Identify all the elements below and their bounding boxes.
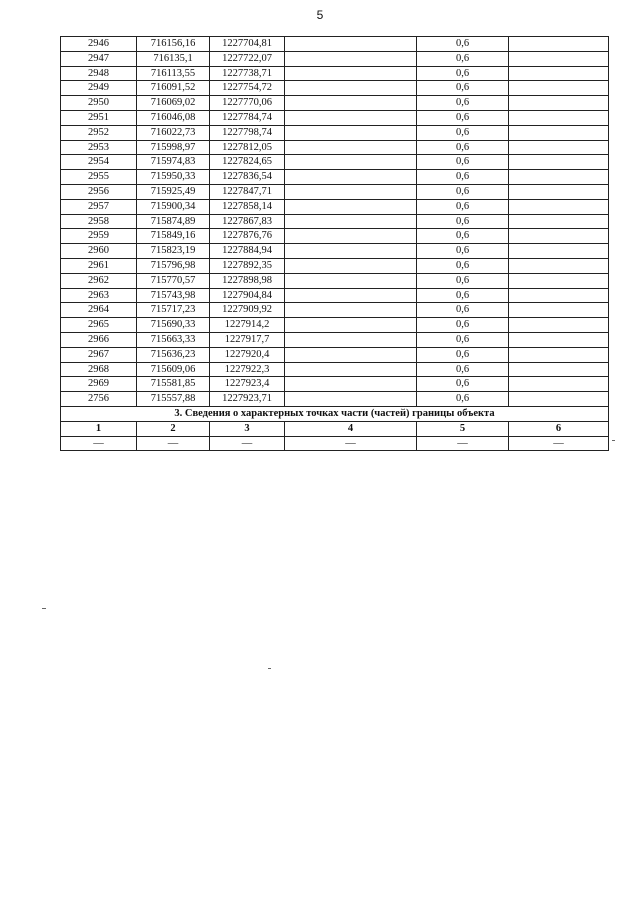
description-cell [285,347,417,362]
note-cell [509,214,609,229]
description-cell [285,362,417,377]
section3-value-5: — [417,436,509,451]
coordinate-row [61,214,609,229]
y-coordinate-cell: 1227909,92 [210,303,285,318]
point-number-cell: 2946 [61,37,137,52]
note-cell [509,258,609,273]
accuracy-cell: 0,6 [417,258,509,273]
accuracy-cell: 0,6 [417,184,509,199]
coordinate-row [61,170,609,185]
x-coordinate-cell: 715874,89 [137,214,210,229]
description-cell [285,37,417,52]
section3-value-1: — [61,436,137,451]
y-coordinate-cell: 1227784,74 [210,110,285,125]
x-coordinate-cell: 715796,98 [137,258,210,273]
coordinate-row [61,184,609,199]
coordinate-row [61,140,609,155]
coordinate-row [61,125,609,140]
coordinate-row [61,288,609,303]
section3-value-6: — [509,436,609,451]
accuracy-cell: 0,6 [417,214,509,229]
x-coordinate-cell: 715663,33 [137,332,210,347]
description-cell [285,214,417,229]
y-coordinate-cell: 1227892,35 [210,258,285,273]
x-coordinate-cell: 715925,49 [137,184,210,199]
note-cell [509,288,609,303]
accuracy-cell: 0,6 [417,318,509,333]
x-coordinate-cell: 715717,23 [137,303,210,318]
point-number-cell: 2962 [61,273,137,288]
y-coordinate-cell: 1227858,14 [210,199,285,214]
y-coordinate-cell: 1227923,71 [210,392,285,407]
note-cell [509,170,609,185]
note-cell [509,362,609,377]
description-cell [285,258,417,273]
y-coordinate-cell: 1227824,65 [210,155,285,170]
x-coordinate-cell: 716046,08 [137,110,210,125]
note-cell [509,155,609,170]
coordinate-row [61,362,609,377]
coordinate-row [61,318,609,333]
note-cell [509,110,609,125]
note-cell [509,377,609,392]
point-number-cell: 2954 [61,155,137,170]
coordinate-row [61,258,609,273]
section3-column-1: 1 [61,421,137,436]
point-number-cell: 2951 [61,110,137,125]
section3-value-2: — [137,436,210,451]
point-number-cell: 2965 [61,318,137,333]
scan-speck [612,440,615,441]
x-coordinate-cell: 715743,98 [137,288,210,303]
note-cell [509,303,609,318]
point-number-cell: 2950 [61,96,137,111]
x-coordinate-cell: 715950,33 [137,170,210,185]
section3-column-numbers-row [61,421,609,436]
point-number-cell: 2959 [61,229,137,244]
section3-value-3: — [210,436,285,451]
note-cell [509,318,609,333]
description-cell [285,318,417,333]
x-coordinate-cell: 715690,33 [137,318,210,333]
accuracy-cell: 0,6 [417,96,509,111]
description-cell [285,392,417,407]
y-coordinate-cell: 1227770,06 [210,96,285,111]
x-coordinate-cell: 715900,34 [137,199,210,214]
section3-column-6: 6 [509,421,609,436]
coordinate-row [61,273,609,288]
description-cell [285,140,417,155]
accuracy-cell: 0,6 [417,81,509,96]
description-cell [285,244,417,259]
point-number-cell: 2961 [61,258,137,273]
x-coordinate-cell: 715823,19 [137,244,210,259]
coordinate-row [61,51,609,66]
x-coordinate-cell: 716022,73 [137,125,210,140]
x-coordinate-cell: 716135,1 [137,51,210,66]
x-coordinate-cell: 715770,57 [137,273,210,288]
note-cell [509,199,609,214]
y-coordinate-cell: 1227922,3 [210,362,285,377]
accuracy-cell: 0,6 [417,347,509,362]
scan-speck [42,608,46,609]
page-number: 5 [316,8,324,22]
description-cell [285,377,417,392]
accuracy-cell: 0,6 [417,140,509,155]
point-number-cell: 2969 [61,377,137,392]
note-cell [509,125,609,140]
accuracy-cell: 0,6 [417,51,509,66]
coordinate-row [61,199,609,214]
coordinate-row [61,155,609,170]
x-coordinate-cell: 715557,88 [137,392,210,407]
note-cell [509,392,609,407]
section3-heading-row [61,406,609,421]
note-cell [509,229,609,244]
x-coordinate-cell: 716069,02 [137,96,210,111]
point-number-cell: 2947 [61,51,137,66]
note-cell [509,244,609,259]
coordinate-row [61,37,609,52]
note-cell [509,66,609,81]
y-coordinate-cell: 1227884,94 [210,244,285,259]
y-coordinate-cell: 1227847,71 [210,184,285,199]
note-cell [509,332,609,347]
coordinate-row [61,392,609,407]
point-number-cell: 2756 [61,392,137,407]
y-coordinate-cell: 1227754,72 [210,81,285,96]
point-number-cell: 2956 [61,184,137,199]
section3-column-2: 2 [137,421,210,436]
description-cell [285,125,417,140]
y-coordinate-cell: 1227798,74 [210,125,285,140]
description-cell [285,199,417,214]
description-cell [285,229,417,244]
section3-column-4: 4 [285,421,417,436]
section3-column-5: 5 [417,421,509,436]
note-cell [509,51,609,66]
coordinate-row [61,303,609,318]
y-coordinate-cell: 1227836,54 [210,170,285,185]
point-number-cell: 2960 [61,244,137,259]
point-number-cell: 2964 [61,303,137,318]
y-coordinate-cell: 1227738,71 [210,66,285,81]
y-coordinate-cell: 1227812,05 [210,140,285,155]
point-number-cell: 2963 [61,288,137,303]
x-coordinate-cell: 716156,16 [137,37,210,52]
point-number-cell: 2966 [61,332,137,347]
coordinate-row [61,332,609,347]
description-cell [285,66,417,81]
y-coordinate-cell: 1227914,2 [210,318,285,333]
point-number-cell: 2968 [61,362,137,377]
accuracy-cell: 0,6 [417,244,509,259]
accuracy-cell: 0,6 [417,273,509,288]
x-coordinate-cell: 715974,83 [137,155,210,170]
coordinate-row [61,347,609,362]
section3-values-row [61,436,609,451]
y-coordinate-cell: 1227722,07 [210,51,285,66]
description-cell [285,273,417,288]
y-coordinate-cell: 1227904,84 [210,288,285,303]
point-number-cell: 2948 [61,66,137,81]
accuracy-cell: 0,6 [417,199,509,214]
y-coordinate-cell: 1227920,4 [210,347,285,362]
point-number-cell: 2953 [61,140,137,155]
note-cell [509,184,609,199]
accuracy-cell: 0,6 [417,37,509,52]
coordinate-row [61,244,609,259]
x-coordinate-cell: 715849,16 [137,229,210,244]
accuracy-cell: 0,6 [417,155,509,170]
accuracy-cell: 0,6 [417,303,509,318]
section3-value-4: — [285,436,417,451]
accuracy-cell: 0,6 [417,332,509,347]
x-coordinate-cell: 716113,55 [137,66,210,81]
accuracy-cell: 0,6 [417,110,509,125]
description-cell [285,303,417,318]
x-coordinate-cell: 715581,85 [137,377,210,392]
note-cell [509,96,609,111]
y-coordinate-cell: 1227898,98 [210,273,285,288]
note-cell [509,37,609,52]
accuracy-cell: 0,6 [417,229,509,244]
section3-column-3: 3 [210,421,285,436]
coordinates-table [60,36,609,451]
y-coordinate-cell: 1227876,76 [210,229,285,244]
accuracy-cell: 0,6 [417,377,509,392]
description-cell [285,81,417,96]
coordinate-row [61,81,609,96]
description-cell [285,332,417,347]
accuracy-cell: 0,6 [417,392,509,407]
y-coordinate-cell: 1227867,83 [210,214,285,229]
x-coordinate-cell: 715636,23 [137,347,210,362]
coordinate-row [61,377,609,392]
note-cell [509,347,609,362]
point-number-cell: 2952 [61,125,137,140]
accuracy-cell: 0,6 [417,66,509,81]
section3-heading: 3. Сведения о характерных точках части (частей) границы объекта [61,406,609,421]
accuracy-cell: 0,6 [417,170,509,185]
description-cell [285,155,417,170]
point-number-cell: 2955 [61,170,137,185]
coordinates-table-body [61,37,609,407]
point-number-cell: 2958 [61,214,137,229]
coordinate-row [61,66,609,81]
point-number-cell: 2949 [61,81,137,96]
description-cell [285,288,417,303]
point-number-cell: 2967 [61,347,137,362]
note-cell [509,81,609,96]
y-coordinate-cell: 1227704,81 [210,37,285,52]
description-cell [285,170,417,185]
description-cell [285,184,417,199]
note-cell [509,273,609,288]
y-coordinate-cell: 1227917,7 [210,332,285,347]
description-cell [285,96,417,111]
note-cell [509,140,609,155]
coordinate-row [61,229,609,244]
x-coordinate-cell: 716091,52 [137,81,210,96]
accuracy-cell: 0,6 [417,362,509,377]
scan-speck [268,668,271,669]
x-coordinate-cell: 715998,97 [137,140,210,155]
x-coordinate-cell: 715609,06 [137,362,210,377]
description-cell [285,51,417,66]
coordinate-row [61,96,609,111]
y-coordinate-cell: 1227923,4 [210,377,285,392]
accuracy-cell: 0,6 [417,125,509,140]
coordinate-row [61,110,609,125]
accuracy-cell: 0,6 [417,288,509,303]
description-cell [285,110,417,125]
point-number-cell: 2957 [61,199,137,214]
